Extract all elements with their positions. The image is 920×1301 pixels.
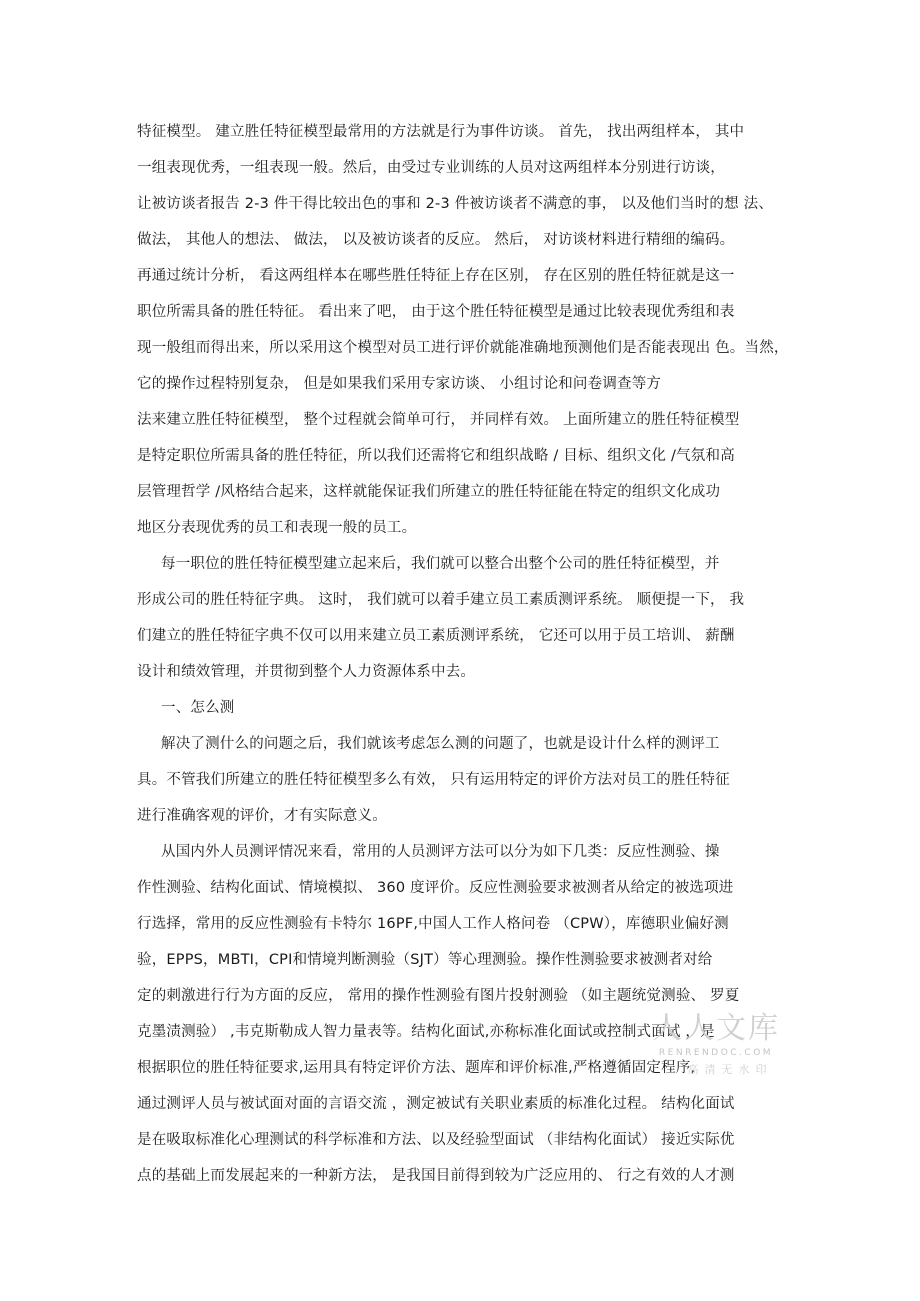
text-line-19: 具。不管我们所建立的胜任特征模型多么有效， 只有运用特定的评价方法对员工的胜任特征 — [137, 772, 730, 788]
text-line-24: 验，EPPS，MBTI，CPI和情境判断测验（SJT）等心理测验。操作性测验要求被测者对给 — [137, 952, 713, 968]
text-line-4: 做法， 其他人的想法、 做法， 以及被访谈者的反应。 然后， 对访谈材料进行精细的编码。 — [137, 232, 735, 248]
text-line-5: 再通过统计分析， 看这两组样本在哪些胜任特征上存在区别， 存在区别的胜任特征就是这一 — [137, 268, 735, 284]
text-line-28: 通过测评人员与被试面对面的言语交流 ，测定被试有关职业素质的标准化过程。 结构化面试 — [137, 1096, 735, 1112]
text-line-27: 根据职位的胜任特征要求,运用具有特定评价方法、题库和评价标准,严格遵循固定程序, — [137, 1060, 696, 1076]
text-line-7: 现一般组而得出来，所以采用这个模型对员工进行评价就能准确地预测他们是否能表现出 色。当然， — [137, 340, 789, 356]
text-line-18: 解决了测什么的问题之后，我们就该考虑怎么测的问题了，也就是设计什么样的测评工 — [161, 736, 720, 752]
text-line-12: 地区分表现优秀的员工和表现一般的员工。 — [137, 520, 417, 536]
text-line-2: 一组表现优秀，一组表现一般。然后，由受过专业训练的人员对这两组样本分别进行访谈， — [137, 160, 725, 176]
text-line-1: 特征模型。 建立胜任特征模型最常用的方法就是行为事件访谈。 首先， 找出两组样本， 其中 — [137, 124, 745, 140]
text-line-29: 是在吸取标准化心理测试的科学标准和方法、以及经验型面试 （非结构化面试） 接近实际优 — [137, 1132, 735, 1148]
text-line-8: 它的操作过程特别复杂， 但是如果我们采用专家访谈、 小组讨论和问卷调查等方 — [137, 376, 662, 392]
watermark-tagline: 高清无水印 — [687, 1063, 773, 1076]
text-line-20: 进行准确客观的评价，才有实际意义。 — [137, 808, 387, 824]
text-line-11: 层管理哲学 /风格结合起来，这样就能保证我们所建立的胜任特征能在特定的组织文化成功 — [137, 484, 721, 500]
text-line-15: 们建立的胜任特征字典不仅可以用来建立员工素质测评系统， 它还可以用于员工培训、 薪酬 — [137, 628, 735, 644]
watermark-logo-text: 人人文库 — [652, 1011, 780, 1046]
text-line-3: 让被访谈者报告 2-3 件干得比较出色的事和 2-3 件被访谈者不满意的事， 以及他们当时的想 法、 — [137, 196, 774, 212]
text-line-30: 点的基础上而发展起来的一种新方法， 是我国目前得到较为广泛应用的、 行之有效的人才测 — [137, 1168, 735, 1184]
watermark — [646, 1012, 786, 1102]
text-line-23: 行选择，常用的反应性测验有卡特尔 16PF,中国人工作人格问卷 （CPW），库德职业偏好测 — [137, 916, 729, 932]
text-line-22: 作性测验、结构化面试、情境模拟、 360 度评价。反应性测验要求被测者从给定的被选项进 — [137, 880, 734, 896]
text-line-16: 设计和绩效管理，并贯彻到整个人力资源体系中去。 — [137, 664, 476, 680]
text-line-14: 形成公司的胜任特征字典。 这时， 我们就可以着手建立员工素质测评系统。 顺便提一下， 我 — [137, 592, 745, 608]
text-line-13: 每一职位的胜任特征模型建立起来后，我们就可以整合出整个公司的胜任特征模型，并 — [161, 556, 720, 572]
text-line-26: 克墨渍测验） ,韦克斯勒成人智力量表等。结构化面试,亦称标准化面试或控制式面试 ，是 — [137, 1024, 715, 1040]
text-line-9: 法来建立胜任特征模型， 整个过程就会简单可行， 并同样有效。 上面所建立的胜任特征模型 — [137, 412, 740, 428]
text-line-6: 职位所需具备的胜任特征。 看出来了吧， 由于这个胜任特征模型是通过比较表现优秀组和表 — [137, 304, 735, 320]
text-line-10: 是特定职位所需具备的胜任特征，所以我们还需将它和组织战略 / 目标、组织文化 /气氛和高 — [137, 448, 735, 464]
text-line-25: 定的刺激进行行为方面的反应， 常用的操作性测验有图片投射测验 （如主题统觉测验、 罗夏 — [137, 988, 740, 1004]
text-line-21: 从国内外人员测评情况来看，常用的人员测评方法可以分为如下几类：反应性测验、操 — [161, 844, 720, 860]
section-heading: 一、怎么测 — [161, 700, 235, 716]
watermark-url: RENRENDOC.COM — [658, 1048, 774, 1058]
